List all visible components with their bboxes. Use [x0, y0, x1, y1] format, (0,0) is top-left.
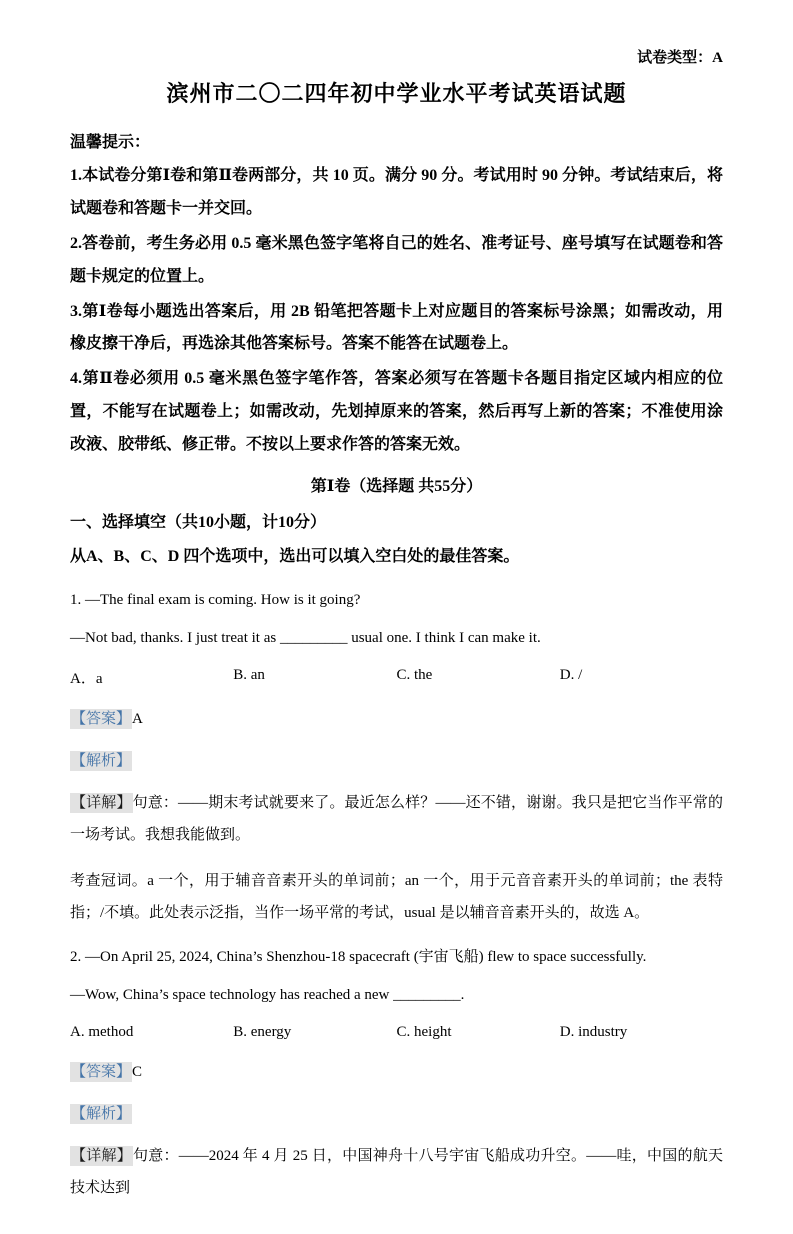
question-1-stem-line-1: 1. —The final exam is coming. How is it going? — [70, 591, 361, 608]
analysis-label: 【解析】 — [71, 1106, 132, 1123]
question-2-answer-value: C — [132, 1063, 143, 1080]
question-2-answer-line — [70, 1061, 723, 1084]
detail-label: 【详解】 — [71, 794, 132, 811]
part-1-heading: 一、选择填空（共10小题，计10分） — [70, 513, 327, 531]
document-title: 滨州市二〇二四年初中学业水平考试英语试题 — [166, 81, 627, 106]
detail-label: 【详解】 — [71, 1147, 132, 1164]
notice-item-4: 4.第Ⅱ卷必须用 0.5 毫米黑色签字笔作答，答案必须写在答题卡各题目指定区域内相应的位置，不能写在试题卷上；如需改动，先划掉原来的答案，然后再写上新的答案；不准使用涂改液、胶带纸、修正带。不按以上要求作答的答案无效。 — [70, 370, 723, 453]
question-1-detail-paragraph-2: 考查冠词。a 一个，用于辅音音素开头的单词前；an 一个，用于元音音素开头的单词前；the 表特指；/不填。此处表示泛指，当作一场平常的考试，usual 是以辅音音素开头的，故选 A。 — [70, 873, 723, 922]
analysis-label: 【解析】 — [71, 753, 132, 770]
question-1-option-a: A．a — [70, 670, 103, 687]
question-2-stem-line-1: 2. —On April 25, 2024, China’s Shenzhou-18 spacecraft (宇宙飞船) flew to space successfully. — [70, 948, 647, 965]
question-1-stem-line-2: —Not bad, thanks. I just treat it as _________ usual one. I think I can make it. — [70, 630, 541, 647]
question-1-answer-value: A — [132, 710, 143, 727]
question-1-answer-line — [70, 708, 723, 731]
notice-item-2: 2.答卷前，考生务必用 0.5 毫米黑色签字笔将自己的姓名、准考证号、座号填写在试题卷和答题卡规定的位置上。 — [70, 234, 723, 285]
notice-heading: 温馨提示： — [70, 134, 151, 151]
question-1-detail-paragraph-1 — [70, 787, 723, 852]
question-1-option-d: D. / — [559, 666, 583, 683]
question-1-options — [70, 667, 723, 688]
question-2-detail-text-1: 句意：——2024 年 4 月 25 日，中国神舟十八号宇宙飞船成功升空。——哇，中国的航天技术达到 — [70, 1147, 723, 1196]
question-2-options — [70, 1024, 723, 1041]
question-1-detail-text-1: 句意：——期末考试就要来了。最近怎么样？——还不错，谢谢。我只是把它当作平常的一场考试。我想我能做到。 — [70, 794, 723, 843]
part-1-instruction: 从A、B、C、D 四个选项中，选出可以填入空白处的最佳答案。 — [70, 548, 520, 566]
question-2-stem-line-2: —Wow, China’s space technology has reached a new _________. — [70, 987, 465, 1004]
section-1-header: 第Ⅰ卷（选择题 共55分） — [310, 477, 483, 495]
notice-item-1: 1.本试卷分第Ⅰ卷和第Ⅱ卷两部分，共 10 页。满分 90 分。考试用时 90 分钟。考试结束后，将试题卷和答题卡一并交回。 — [70, 167, 723, 218]
question-1-option-c: C. the — [396, 666, 433, 683]
question-1-analysis-line — [70, 750, 723, 773]
question-1-option-b: B. an — [233, 666, 265, 683]
paper-type-note: 试卷类型：A — [637, 50, 723, 66]
question-2-option-a: A. method — [70, 1023, 134, 1040]
question-2-option-d: D. industry — [559, 1023, 628, 1040]
question-2-option-c: C. height — [396, 1023, 452, 1040]
question-2-option-b: B. energy — [233, 1023, 292, 1040]
answer-label: 【答案】 — [71, 1063, 132, 1080]
question-2-detail-paragraph-1 — [70, 1140, 723, 1205]
notice-item-3: 3.第Ⅰ卷每小题选出答案后，用 2B 铅笔把答题卡上对应题目的答案标号涂黑；如需改动，用橡皮擦干净后，再选涂其他答案标号。答案不能答在试题卷上。 — [70, 302, 723, 353]
question-2-analysis-line — [70, 1103, 723, 1126]
answer-label: 【答案】 — [71, 710, 132, 727]
